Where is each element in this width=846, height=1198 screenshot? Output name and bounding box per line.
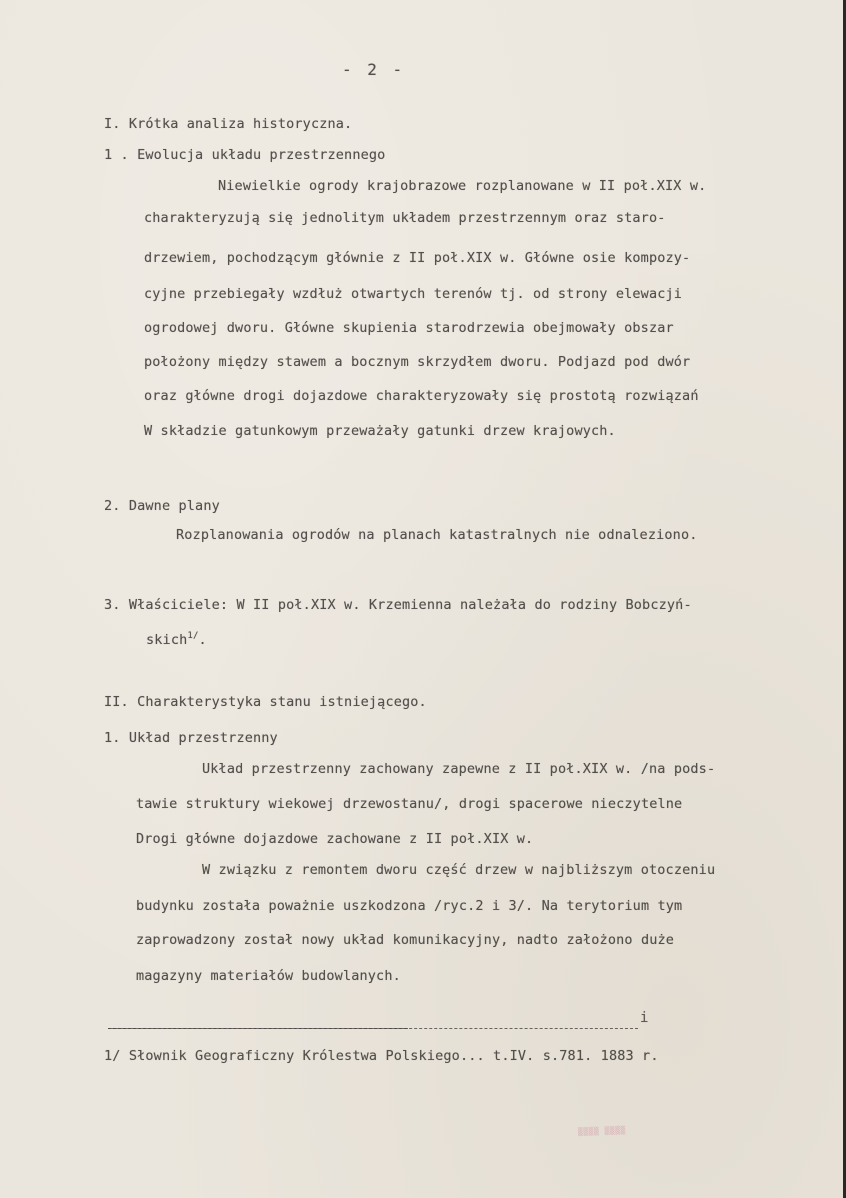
paragraph-line: Układ przestrzenny zachowany zapewne z II poł.XIX w. /na pods-	[202, 761, 716, 777]
paragraph-line: oraz główne drogi dojazdowe charakteryzowały się prostotą rozwiązań	[144, 388, 699, 404]
paragraph-line: drzewiem, pochodzącym głównie z II poł.XIX w. Główne osie kompozy-	[144, 250, 691, 266]
owners-line-continued	[146, 631, 207, 648]
paragraph-line: Niewielkie ogrody krajobrazowe rozplanowane w II poł.XIX w.	[218, 178, 707, 194]
separator-mark: i	[640, 1010, 649, 1026]
paragraph-line: cyjne przebiegały wzdłuż otwartych terenów tj. od strony elewacji	[144, 286, 683, 302]
footnote-separator	[108, 1028, 638, 1029]
subsection-heading-old-plans: 2. Dawne plany	[104, 498, 220, 514]
footnote-text: 1/ Słownik Geograficzny Królestwa Polskiego... t.IV. s.781. 1883 r.	[104, 1048, 659, 1064]
paragraph-line: położony między stawem a bocznym skrzydłem dworu. Podjazd pod dwór	[144, 354, 691, 370]
subsection-heading-spatial-layout: 1. Układ przestrzenny	[104, 730, 278, 746]
paragraph-line: Rozplanowania ogrodów na planach katastralnych nie odnaleziono.	[176, 527, 698, 543]
paragraph-line: budynku została poważnie uszkodzona /ryc.2 i 3/. Na terytorium tym	[136, 898, 683, 914]
paragraph-line: ogrodowej dworu. Główne skupienia starodrzewia obejmowały obszar	[144, 320, 674, 336]
paragraph-line: zaprowadzony został nowy układ komunikacyjny, nadto założono duże	[136, 932, 675, 948]
footnote-reference: 1/	[187, 631, 199, 641]
owners-surname-end: skich	[146, 632, 188, 648]
faint-stamp: ▒▒▒▒ ▒▒▒▒	[577, 1125, 626, 1137]
page-number: - 2 -	[342, 60, 406, 79]
paragraph-line: W składzie gatunkowym przeważały gatunki drzew krajowych.	[144, 423, 616, 439]
owners-line: 3. Właściciele: W II poł.XIX w. Krzemienna należała do rodziny Bobczyń-	[104, 597, 692, 613]
section-heading-current-state: II. Charakterystyka stanu istniejącego.	[104, 694, 427, 710]
paragraph-line: charakteryzują się jednolitym układem przestrzennym oraz staro-	[144, 210, 666, 226]
paragraph-line: tawie struktury wiekowej drzewostanu/, drogi spacerowe nieczytelne	[136, 796, 683, 812]
section-heading-historical-analysis: I. Krótka analiza historyczna.	[104, 116, 353, 132]
sentence-end: .	[198, 632, 207, 648]
paragraph-line: W związku z remontem dworu część drzew w najbliższym otoczeniu	[202, 862, 716, 878]
paragraph-line: magazyny materiałów budowlanych.	[136, 968, 401, 984]
subsection-heading-spatial-evolution: 1 . Ewolucja układu przestrzennego	[104, 147, 386, 163]
paragraph-line: Drogi główne dojazdowe zachowane z II poł.XIX w.	[136, 831, 534, 847]
